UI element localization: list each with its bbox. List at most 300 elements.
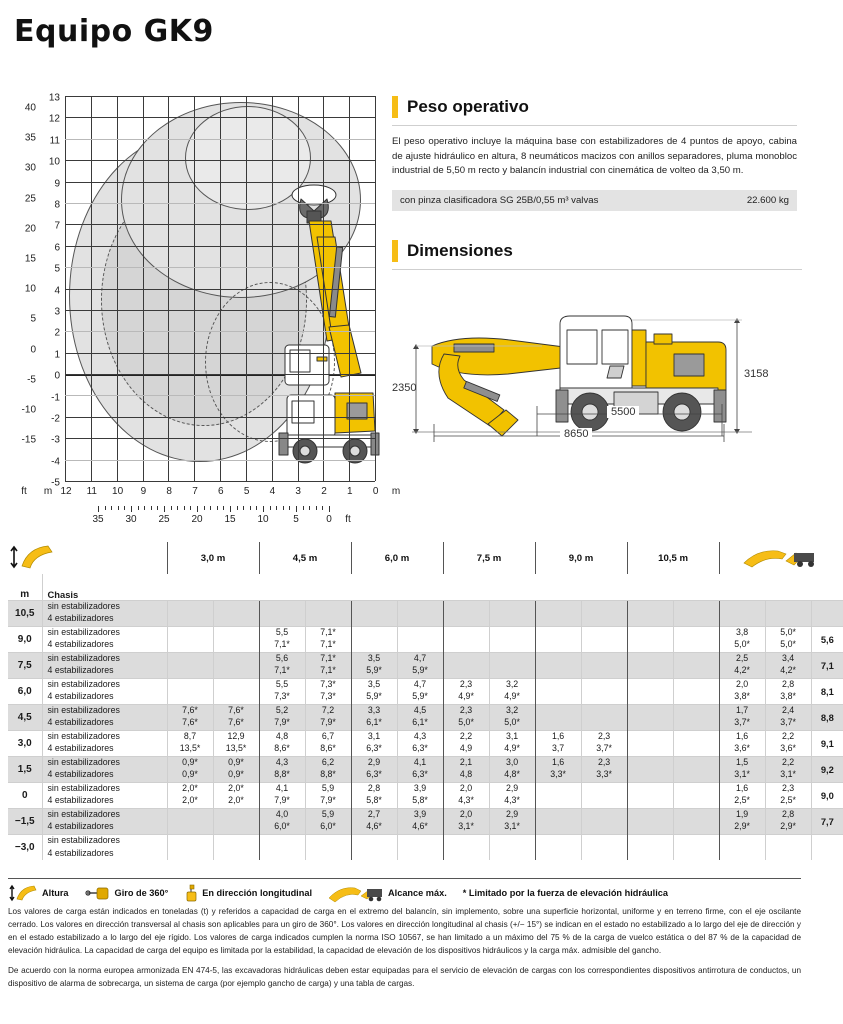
grid-line-horizontal [65,460,375,461]
x-minor-tick [184,506,185,510]
footnote-2: De acuerdo con la norma europea armonizada EN 474-5, las excavadoras hidráulicas deben estar equipadas para el servicio de elevación de cargas con los correspondientes dispositivos antirrotura de conductos, un dispositivo de alarma de sobrecarga, un sistema de carga (por ejemplo gancho de carga) y una tabla de cargas. [8,965,801,988]
load-value-cell: 2,0* [167,795,213,808]
row-max-reach-m: 7,7 [811,808,843,834]
load-value-cell [627,808,673,821]
grid-line-horizontal [65,117,375,118]
load-value-cell: 0,9* [213,769,259,782]
load-value-cell: 13,5* [213,743,259,756]
table-row [8,600,843,613]
load-value-cell [489,639,535,652]
load-value-cell: 7,9* [305,795,351,808]
load-value-cell [535,600,581,613]
load-value-cell: 3,1* [443,821,489,834]
section-accent-bar [392,96,398,118]
table-row [8,626,843,639]
load-value-cell: 1,5 [719,756,765,769]
load-value-cell [673,730,719,743]
x-minor-tick [223,506,224,510]
load-value-cell: 4,7 [397,652,443,665]
load-value-cell: 7,6* [167,704,213,717]
y-tick-m: 4 [54,285,60,297]
load-value-cell [535,665,581,678]
load-value-cell [535,782,581,795]
load-value-cell: 3,1 [489,730,535,743]
x-axis-unit: ft [21,486,27,497]
x-minor-tick [204,506,205,510]
load-value-cell [581,691,627,704]
y-tick-ft: -10 [21,404,36,416]
dim-height-bucket: 2350 [392,382,417,394]
excavator-max-reach-icon [328,885,384,901]
legend-altura [8,884,69,902]
grid-line-horizontal [65,203,375,204]
x-axis-unit: m [391,486,401,497]
table-row [8,834,843,847]
load-value-cell [351,600,397,613]
load-value-cell [489,847,535,860]
grid-line-horizontal [65,246,375,247]
load-value-cell [213,808,259,821]
group-10-5m: 10,5 m [627,542,719,574]
load-value-cell [535,639,581,652]
x-tick-m: 7 [192,486,198,497]
dimensiones-section [392,240,802,444]
dim-length-total: 8650 [560,428,592,440]
y-tick-m: 9 [54,178,60,190]
load-value-cell [535,626,581,639]
x-axis-ft-ticks [98,506,328,511]
legend-altura-label: Altura [42,888,69,898]
load-value-cell [167,613,213,626]
load-value-cell [673,665,719,678]
load-value-cell: 2,5* [765,795,811,808]
grid-line-horizontal [65,438,375,439]
load-value-cell [167,847,213,860]
load-value-cell: 2,5* [719,795,765,808]
row-height-m: 7,5 [8,652,42,678]
y-tick-ft: -5 [27,374,36,386]
load-value-cell: 2,2 [765,756,811,769]
row-height-m: −1,5 [8,808,42,834]
load-value-cell: 2,3 [581,756,627,769]
load-value-cell [213,665,259,678]
load-value-cell: 6,0* [259,821,305,834]
load-value-cell [397,600,443,613]
table-group-header-row [8,542,843,574]
table-row [8,613,843,626]
load-value-cell: 2,4 [765,704,811,717]
load-value-cell [351,626,397,639]
load-value-cell [213,834,259,847]
x-minor-tick [131,506,132,512]
load-value-cell [627,769,673,782]
grid-line-horizontal [65,331,375,332]
grid-line-horizontal [65,160,375,161]
load-value-cell [213,652,259,665]
row-chassis-label: sin estabilizadores [42,704,167,717]
table-row [8,730,843,743]
x-tick-m: 12 [60,486,72,497]
y-tick-ft: 0 [30,344,36,356]
x-minor-tick [250,506,251,510]
load-value-cell: 3,1* [489,821,535,834]
load-value-cell: 6,1* [397,717,443,730]
table-row [8,691,843,704]
load-value-cell [397,847,443,860]
col-chasis: Chasis [47,588,79,600]
load-value-cell: 7,6* [213,717,259,730]
x-minor-tick [197,506,198,512]
longitudinal-icon [184,884,198,902]
load-value-cell: 8,6* [305,743,351,756]
load-value-cell [719,834,765,847]
load-value-cell [213,821,259,834]
x-minor-tick [111,506,112,510]
load-value-cell [765,613,811,626]
section-divider [392,269,802,270]
load-value-cell [673,600,719,613]
row-height-m: −3,0 [8,834,42,860]
load-value-cell [213,847,259,860]
load-value-cell [673,678,719,691]
load-value-cell: 5,0* [489,717,535,730]
y-tick-m: 0 [54,370,60,382]
load-value-cell [581,704,627,717]
x-axis [8,484,401,530]
peso-row-label: con pinza clasificadora SG 25B/0,55 m³ valvas [400,194,599,206]
dimension-drawing [392,284,797,444]
load-value-cell [673,782,719,795]
load-value-cell [167,808,213,821]
y-tick-m: -3 [51,434,60,446]
load-value-cell: 4,7 [397,678,443,691]
load-value-cell: 1,6 [719,782,765,795]
section-accent-bar [392,240,398,262]
row-chassis-label: 4 estabilizadores [42,847,167,860]
load-value-cell [627,691,673,704]
load-value-cell [351,847,397,860]
load-value-cell [673,691,719,704]
load-value-cell: 2,0 [719,678,765,691]
x-minor-tick [329,506,330,512]
y-tick-m: -5 [51,477,60,489]
grid-line-horizontal [65,481,375,482]
load-value-cell [351,613,397,626]
load-value-cell [627,626,673,639]
load-value-cell [581,847,627,860]
load-value-cell [581,717,627,730]
slew-360-icon [85,885,111,901]
load-value-cell [305,613,351,626]
legend-giro [85,885,169,901]
load-value-cell: 5,6 [259,652,305,665]
load-value-cell: 5,9 [305,782,351,795]
x-tick-m: 5 [243,486,250,497]
load-value-cell: 3,1 [351,730,397,743]
dim-length-mid: 5500 [607,406,639,418]
row-chassis-label: sin estabilizadores [42,782,167,795]
x-tick-ft: 35 [92,514,104,525]
load-value-cell [489,652,535,665]
load-value-cell: 2,8 [765,808,811,821]
y-tick-m: 5 [54,263,60,275]
load-value-cell: 5,8* [351,795,397,808]
load-value-cell: 2,3 [765,782,811,795]
load-value-cell [213,626,259,639]
load-value-cell [443,626,489,639]
load-value-cell: 4,5 [397,704,443,717]
y-tick-m: 1 [54,349,60,361]
load-value-cell: 2,7 [351,808,397,821]
load-value-cell [673,821,719,834]
excavator-max-reach-icon [742,547,820,567]
load-value-cell: 4,8* [489,769,535,782]
load-value-cell: 3,3* [581,769,627,782]
table-row [8,847,843,860]
load-capacity-table [8,542,834,860]
load-value-cell [167,665,213,678]
load-value-cell [305,600,351,613]
row-chassis-label: sin estabilizadores [42,652,167,665]
load-value-cell: 3,7* [765,717,811,730]
load-value-cell [167,691,213,704]
x-tick-ft: 5 [293,514,299,525]
load-value-cell [627,665,673,678]
group-max-reach [719,542,843,574]
load-value-cell: 1,7 [719,704,765,717]
row-max-reach-m: 5,6 [811,626,843,652]
load-value-cell [673,795,719,808]
load-value-cell: 5,8* [397,795,443,808]
load-value-cell: 3,5 [351,652,397,665]
load-value-cell [627,600,673,613]
dimensiones-title: Dimensiones [407,241,513,260]
dim-height-total: 3158 [744,368,769,380]
row-chassis-label: sin estabilizadores [42,626,167,639]
y-tick-m: 2 [54,327,60,339]
load-value-cell: 5,9* [351,665,397,678]
load-value-cell: 7,1* [305,665,351,678]
load-value-cell: 5,9* [397,691,443,704]
load-value-cell [443,613,489,626]
load-value-cell [627,613,673,626]
x-tick-m: 4 [269,486,276,497]
row-height-m: 1,5 [8,756,42,782]
x-tick-m: 9 [140,486,147,497]
height-icon [8,884,38,902]
load-value-cell [259,613,305,626]
x-tick-ft: 20 [191,514,203,525]
load-value-cell [443,847,489,860]
x-minor-tick [263,506,264,512]
load-value-cell: 6,0* [305,821,351,834]
y-tick-m: -1 [51,392,60,404]
load-value-cell [673,808,719,821]
load-value-cell [305,847,351,860]
load-value-cell [627,639,673,652]
load-value-cell: 6,7 [305,730,351,743]
grid-line-horizontal [65,353,375,354]
load-value-cell [397,639,443,652]
load-value-cell: 3,4 [765,652,811,665]
load-value-cell: 7,9* [259,717,305,730]
grid-line-horizontal [65,417,375,418]
table-row [8,782,843,795]
table-row [8,756,843,769]
x-tick-m: 3 [295,486,301,497]
x-minor-tick [237,506,238,510]
load-value-cell: 6,1* [351,717,397,730]
x-axis-meters [8,486,401,500]
load-value-cell: 2,9* [719,821,765,834]
y-tick-ft: 5 [30,313,36,325]
load-value-cell: 2,0* [213,782,259,795]
load-value-cell: 7,1* [259,665,305,678]
x-tick-m: 11 [86,486,97,497]
excavator-side-view [392,284,797,444]
load-value-cell: 3,9 [397,782,443,795]
load-value-cell [397,834,443,847]
load-value-cell: 3,8 [719,626,765,639]
load-value-cell: 4,8 [443,769,489,782]
legend-asterisk-note: * Limitado por la fuerza de elevación hidráulica [462,888,668,898]
x-tick-ft: 15 [224,514,236,525]
load-value-cell: 7,2 [305,704,351,717]
load-value-cell: 1,6 [719,730,765,743]
load-value-cell [167,600,213,613]
load-value-cell [627,782,673,795]
load-value-cell [489,834,535,847]
load-value-cell: 4,1 [259,782,305,795]
load-value-cell [535,678,581,691]
legend-giro-label: Giro de 360° [114,888,169,898]
load-value-cell: 4,8 [259,730,305,743]
load-value-cell [167,834,213,847]
x-minor-tick [105,506,106,510]
load-value-cell: 3,2 [489,704,535,717]
grid-line-horizontal [65,395,375,396]
grid-line-horizontal [65,289,375,290]
load-value-cell: 7,1* [305,652,351,665]
peso-body: El peso operativo incluye la máquina base con estabilizadores de 4 puntos de apoyo, cabina de ajuste hidráulico en altura, 8 neumáticos macizos con anillos separadores, pluma monobloc industrial de 5,50 m recto y balancín industrial con cinemática de volteo da 3,50 m. [392,136,797,177]
load-value-cell [535,704,581,717]
x-minor-tick [243,506,244,510]
table-row [8,665,843,678]
load-value-cell: 8,8* [305,769,351,782]
row-chassis-label: 4 estabilizadores [42,639,167,652]
row-max-reach-m: 9,0 [811,782,843,808]
grid-line-horizontal [65,374,375,375]
load-value-cell [443,639,489,652]
load-value-cell [627,834,673,847]
row-max-reach-m: 8,8 [811,704,843,730]
load-value-cell: 1,6 [535,756,581,769]
unit-m-left: m [8,574,42,600]
y-axis-feet [10,92,36,446]
load-value-cell [627,678,673,691]
load-value-cell [259,847,305,860]
row-chassis-label: 4 estabilizadores [42,769,167,782]
x-minor-tick [164,506,165,512]
grid-line-vertical [375,96,376,481]
load-value-cell [489,626,535,639]
table-row [8,769,843,782]
load-value-cell: 4,3* [443,795,489,808]
x-axis-feet [8,514,390,528]
load-value-cell [627,756,673,769]
load-value-cell [673,704,719,717]
row-chassis-label: 4 estabilizadores [42,795,167,808]
load-value-cell [489,600,535,613]
load-value-cell: 4,1 [397,756,443,769]
footnotes [8,906,801,998]
load-value-cell [167,652,213,665]
load-value-cell: 4,2* [765,665,811,678]
load-value-cell: 2,1 [443,756,489,769]
load-value-cell: 8,8* [259,769,305,782]
table-row [8,717,843,730]
row-max-reach-m [811,834,843,860]
load-value-cell: 4,0 [259,808,305,821]
load-value-cell [673,769,719,782]
load-value-cell [167,821,213,834]
peso-value-row [392,190,797,211]
load-value-cell [719,613,765,626]
row-max-reach-m [811,600,843,626]
group-3-0m: 3,0 m [167,542,259,574]
load-value-cell [213,613,259,626]
y-tick-m: -4 [51,456,60,468]
load-value-cell [443,834,489,847]
load-value-cell [719,600,765,613]
table-row [8,639,843,652]
load-value-cell [535,652,581,665]
load-value-cell: 7,1* [259,639,305,652]
load-value-cell [673,626,719,639]
table-row [8,678,843,691]
load-value-cell [305,834,351,847]
load-value-cell: 4,9* [489,743,535,756]
row-height-m: 3,0 [8,730,42,756]
row-max-reach-m: 9,1 [811,730,843,756]
table-row [8,795,843,808]
x-minor-tick [296,506,297,512]
load-value-cell [259,834,305,847]
load-value-cell [397,613,443,626]
load-value-cell: 2,9* [765,821,811,834]
load-value-cell [443,600,489,613]
x-minor-tick [309,506,310,510]
x-minor-tick [303,506,304,510]
y-tick-ft: 40 [24,102,36,114]
load-value-cell [167,639,213,652]
row-chassis-label: 4 estabilizadores [42,821,167,834]
load-value-cell [673,756,719,769]
load-value-cell: 2,0* [213,795,259,808]
load-value-cell: 6,2 [305,756,351,769]
load-value-cell [627,743,673,756]
y-tick-ft: 15 [24,253,36,265]
load-value-cell [581,665,627,678]
load-value-cell: 2,9 [351,756,397,769]
load-value-cell [213,691,259,704]
load-value-cell [673,717,719,730]
load-value-cell [535,847,581,860]
load-value-cell: 2,2 [765,730,811,743]
load-value-cell [351,639,397,652]
load-value-cell [627,795,673,808]
table-row [8,704,843,717]
